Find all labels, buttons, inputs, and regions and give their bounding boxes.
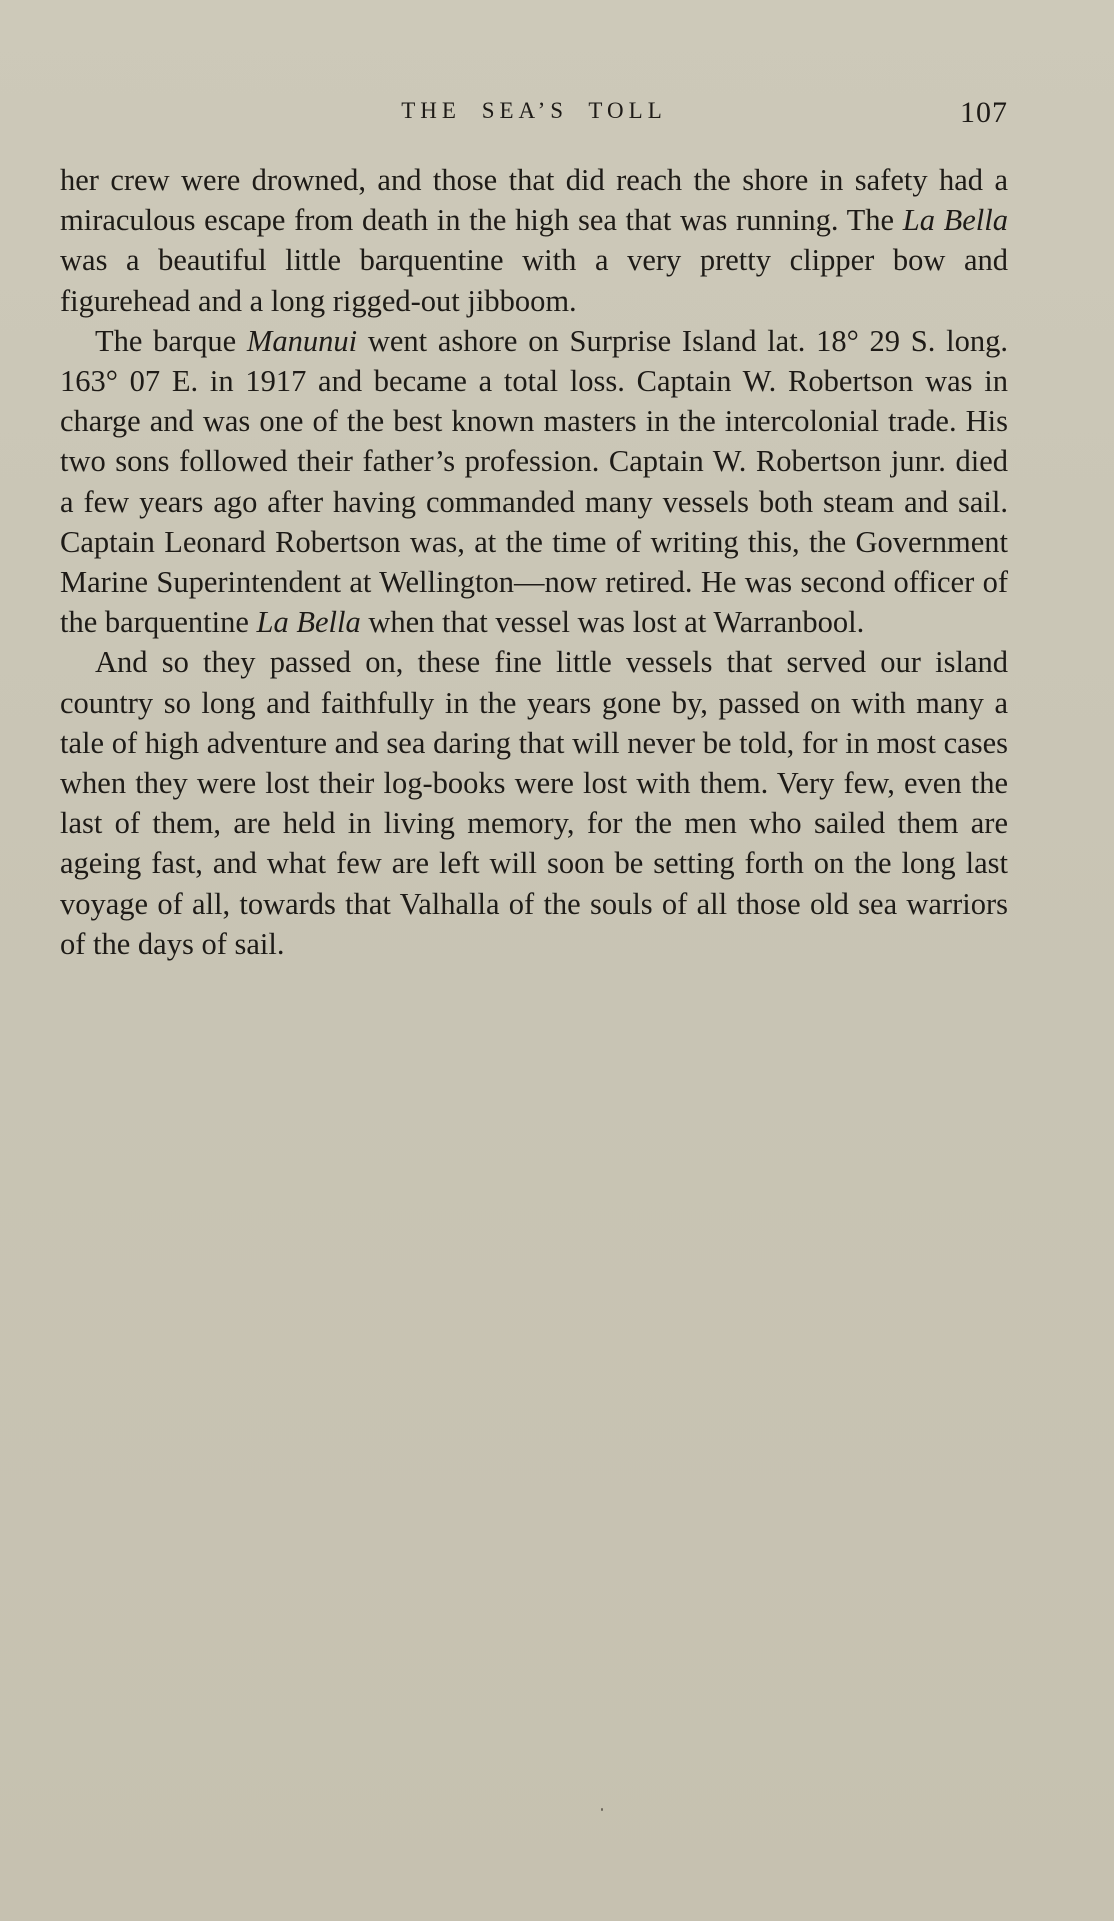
text-segment: went ashore on Surprise Island lat. 18° 29 S. long. 163° 07 E. in 1917 and became a total loss. Captain W. Robertson was in charge and was one of the best known masters in the intercolonial trade. His two sons followed their father’s profession. Captain W. Robertson junr. died a few years ago after having commanded many vessels both steam and sail. Captain Leonard Robertson was, at the time of writing this, the Government Marine Superintendent at Wellington—now retired. He was second officer of the barquentine [60, 323, 1008, 640]
text-segment: The barque [95, 323, 247, 358]
ship-name-la-bella: La Bella [902, 203, 1008, 238]
ship-name-manunui: Manunui [246, 323, 358, 358]
text-segment: when that vessel was lost at Warranbool. [360, 605, 865, 640]
text-segment: was a beautiful little barquentine with a very pretty clipper bow and figurehead and a long rigged-out jibboom. [60, 243, 1008, 318]
running-title: THE SEA’S TOLL [401, 98, 667, 123]
text-segment: her crew were drowned, and those that did reach the shore in safety had a miraculous escape from death in the high sea that was running. The [60, 163, 1008, 238]
paper-speck [601, 1808, 603, 1811]
text-segment: And so they passed on, these fine little vessels that served our island country so long and faithfully in the years gone by, passed on with many a tale of high adventure and sea daring that will never be told, for in most cases when they were lost their log-books were lost with them. Very few, even the last of them, are held in living memory, for the men who sailed them are ageing fast, and what few are left will soon be setting forth on the long last voyage of all, towards that Valhalla of the souls of all those old sea warriors of the days of sail. [60, 645, 1008, 961]
page-number: 107 [960, 96, 1008, 129]
body-text [60, 160, 1008, 964]
paragraph-1 [60, 160, 1008, 321]
ship-name-la-bella: La Bella [256, 605, 361, 640]
running-head [60, 96, 1008, 136]
paragraph-2 [60, 321, 1008, 643]
paragraph-3 [60, 642, 1008, 964]
